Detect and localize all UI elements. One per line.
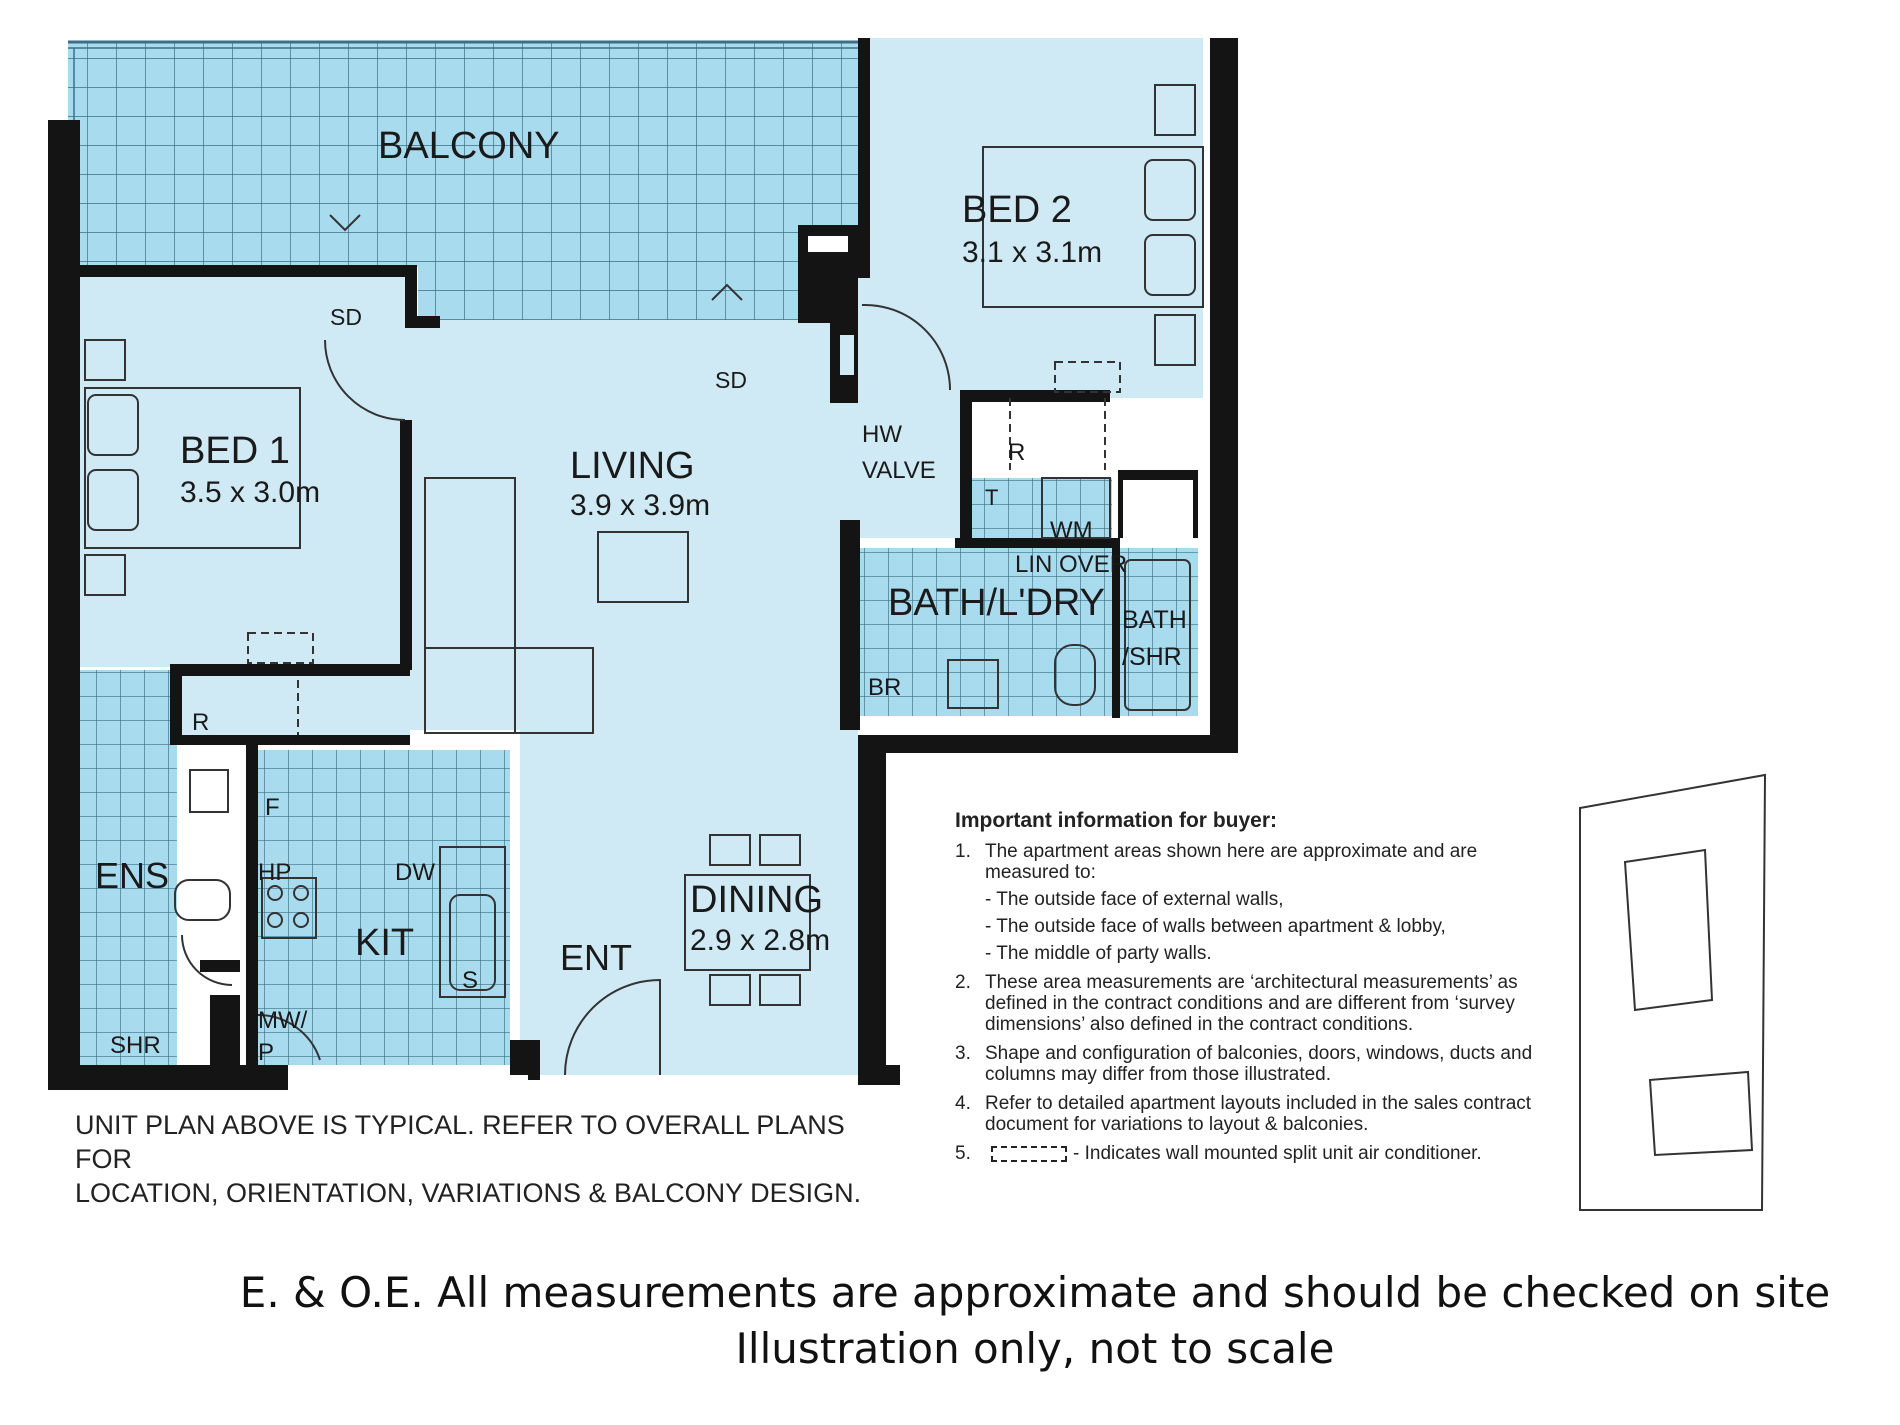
- item-text: Refer to detailed apartment layouts included in the sales contract document for variations to layout & balconies.: [985, 1093, 1532, 1135]
- shr-label: SHR: [110, 1032, 161, 1059]
- robe-label-bed1: R: [192, 709, 210, 736]
- plan-note-line: UNIT PLAN ABOVE IS TYPICAL. REFER TO OVERALL PLANS FOR: [75, 1110, 845, 1174]
- bath-shr-label-1: BATH: [1122, 606, 1187, 634]
- plan-note-line: LOCATION, ORIENTATION, VARIATIONS & BALCONY DESIGN.: [75, 1178, 862, 1208]
- buyer-information: [955, 810, 1545, 1172]
- ent-label: ENT: [560, 937, 632, 978]
- dining-size: 2.9 x 2.8m: [690, 924, 831, 957]
- item-text: - Indicates wall mounted split unit air conditioner.: [1073, 1143, 1482, 1164]
- item-sub-text: - The outside face of external walls,: [985, 889, 1284, 910]
- disclaimer-line: E. & O.E. All measurements are approximate and should be checked on site: [239, 1268, 1831, 1317]
- buyer-info-list: [955, 841, 1545, 1164]
- sd-label-living: SD: [715, 367, 747, 393]
- bath-shr-label-2: /SHR: [1122, 643, 1182, 671]
- item-text: Shape and configuration of balconies, doors, windows, ducts and columns may differ from those illustrated.: [985, 1043, 1533, 1085]
- bed1-size: 3.5 x 3.0m: [180, 476, 321, 509]
- s-label: S: [462, 967, 479, 994]
- item-number: 2.: [955, 972, 971, 993]
- disclaimer-line: Illustration only, not to scale: [735, 1324, 1335, 1373]
- valve-label: VALVE: [862, 457, 936, 484]
- item-text: The apartment areas shown here are approximate and are measured to:: [985, 841, 1478, 883]
- ac-symbol: [991, 1146, 1067, 1162]
- ens-label: ENS: [95, 855, 170, 896]
- bed2-label: BED 2: [962, 189, 1072, 231]
- item-text: These area measurements are ‘architectural measurements’ as defined in the contract conditions and are different from ‘survey dimensions’ also defined in the contract conditions.: [985, 972, 1518, 1035]
- lin-over-label: LIN OVER: [1015, 551, 1128, 578]
- item-sub-text: - The middle of party walls.: [985, 943, 1212, 964]
- p-label: P: [258, 1039, 275, 1066]
- hp-label: HP: [258, 859, 292, 886]
- plan-typical-note: [75, 1108, 895, 1210]
- buyer-info-item: [955, 1043, 1545, 1085]
- mw-label: MW/: [258, 1007, 308, 1034]
- item-number: 5.: [955, 1143, 971, 1164]
- item-sub-text: - The outside face of walls between apartment & lobby,: [985, 916, 1446, 937]
- buyer-info-heading: Important information for buyer:: [955, 809, 1277, 832]
- balcony-label: BALCONY: [378, 125, 560, 167]
- sd-label-bed1: SD: [330, 304, 362, 330]
- hw-label: HW: [862, 421, 902, 448]
- living-label: LIVING: [570, 445, 695, 487]
- item-number: 4.: [955, 1093, 971, 1114]
- t-label: T: [985, 485, 999, 510]
- bath-laundry-label: BATH/L'DRY: [888, 582, 1106, 624]
- br-label: BR: [868, 674, 902, 701]
- living-size: 3.9 x 3.9m: [570, 489, 711, 522]
- buyer-info-item: [955, 972, 1545, 1035]
- f-label: F: [265, 794, 280, 821]
- item-number: 1.: [955, 841, 971, 862]
- disclaimer: [0, 1265, 1900, 1377]
- bed1-label: BED 1: [180, 430, 290, 472]
- dining-label: DINING: [690, 879, 823, 921]
- item-number: 3.: [955, 1043, 971, 1064]
- site-key-plan: [1580, 775, 1765, 1210]
- dw-label: DW: [395, 859, 435, 886]
- buyer-info-item: [955, 1143, 1545, 1164]
- wm-label: WM: [1050, 517, 1093, 544]
- buyer-info-item: [955, 841, 1545, 964]
- buyer-info-item: [955, 1093, 1545, 1135]
- kit-label: KIT: [355, 922, 415, 964]
- robe-label-bed2: R: [1008, 439, 1026, 466]
- bed2-size: 3.1 x 3.1m: [962, 236, 1103, 269]
